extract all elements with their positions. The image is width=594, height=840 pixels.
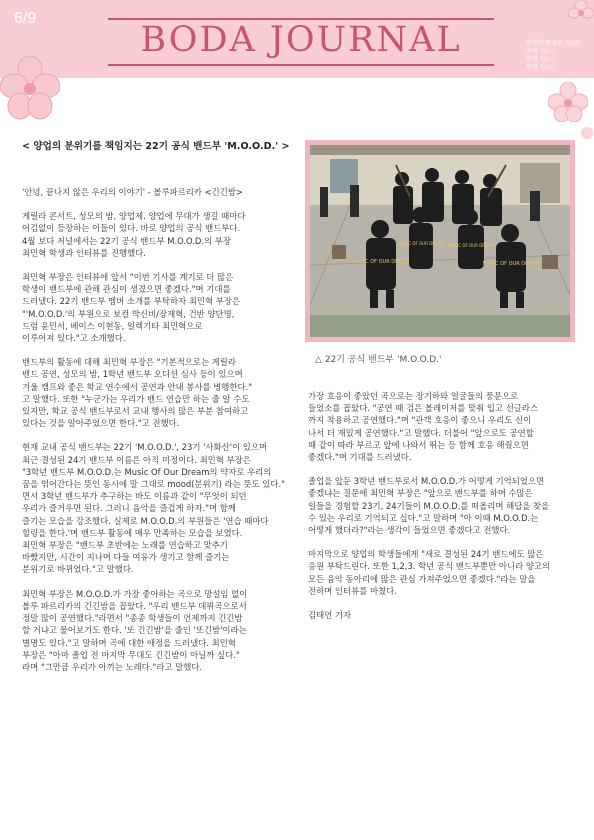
shirt-print: MUSIC OF OUR DREAM bbox=[482, 261, 540, 267]
masthead-line: 발행 김○○ bbox=[526, 56, 556, 63]
shirt-print: MUSIC OF OUR DREAM bbox=[448, 243, 494, 248]
paragraph: '안녕, 끝나지 않은 우리의 이야기' - 볼루파르리카 <긴긴밤> bbox=[22, 187, 243, 197]
cherry-blossom-icon bbox=[580, 126, 594, 140]
cherry-blossom-icon bbox=[0, 56, 60, 120]
shirt-print: MUSIC OF OUR DREAM bbox=[398, 241, 444, 246]
masthead-line: 주최 김○○ bbox=[526, 48, 556, 55]
masthead-line: 편집 김○○ bbox=[526, 64, 556, 71]
masthead-line: 발행인 편집인 김OO bbox=[526, 40, 580, 47]
masthead-credits bbox=[526, 40, 584, 72]
paragraph: 현재 교내 공식 밴드부는 22기 'M.O.O.D.', 23기 '사화산'이 있으며 최근 결성된 24기 밴드부 이름은 아직 미정이다. 최민혁 부장은 "3학년 밴드부 M.O.O.D.는 Music Of Our Dream의 약자로 우리의 꿈을 엮어간다는 뜻인 동시에 말 그대로 mood(분위기) 라는 뜻도 있다." 면서 3학년 밴드부가 추구하는 바도 이름과 같이 "무엇이 되던 우리가 즐거우면 된다. 그러니 음악을 즐겁게 하자."며 함께 즐기는 모습을 강조했다. 실제로 M.O.O.D.의 부원들은 '연습 때마다 힐링을 한다.'며 밴드부 활동에 매우 만족하는 모습을 보였다. 최민혁 부장은 "밴드부 초반에는 노래를 연습하고 맞추기 바빴지만, 시간이 지나며 다들 여유가 생기고 함께 즐기는 분위기로 바뀌었다."고 말했다. bbox=[22, 442, 285, 575]
paragraph: 최민혁 부장은 인터뷰에 앞서 "이번 기사를 계기로 더 많은 학생이 밴드부에 관해 관심이 생겼으면 좋겠다."며 기대를 드러냈다. 22기 밴드부 멤버 소개를 부탁하자 최민혁 부장은 "'M.O.O.D.'의 부원으로 보컬 박신비/장재혁, 건반 양단명, 드럼 윤민서, 베이스 이현동, 일렉기타 최민혁으로 이루어져 있다."고 소개했다. bbox=[22, 272, 241, 344]
paragraph: 최민혁 부장은 M.O.O.D.가 가장 좋아하는 곡으로 망설임 없이 볼루 파르리카의 긴긴밤을 꼽았다. "우리 밴드부 데뷔곡으로서 정말 많이 공연했다."라면서 "종종 학생들이 언제까지 긴긴밤 할 거냐고 물어보기도 한다. '또 긴긴밤'을 줄인 '또긴밤'이라는 별명도 있다."고 말하며 곡에 대한 애정을 드러냈다. 최민혁 부장은 "아마 졸업 전 마지막 무대도 긴긴밤이 아닐까 싶다." 라며 "그만큼 우리가 아끼는 노래다."라고 말했다. bbox=[22, 588, 248, 672]
photo-caption: △ 22기 공식 밴드부 'M.O.O.D.' bbox=[315, 355, 442, 365]
journal-header bbox=[0, 0, 594, 78]
band-photo-illustration bbox=[310, 145, 570, 337]
page-number: 6/9 bbox=[14, 10, 37, 27]
shirt-print: MUSIC OF OUR DREAM bbox=[352, 259, 410, 265]
cherry-blossom-icon bbox=[568, 0, 594, 24]
article-headline: < 양업의 분위기를 책임지는 22기 공식 밴드부 'M.O.O.D.' > bbox=[22, 141, 290, 152]
cherry-blossom-icon bbox=[548, 82, 588, 122]
paragraph: 마지막으로 양업의 학생들에게 "새로 결성된 24기 밴드에도 많은 응원 부탁드린다. 또한 1,2,3. 학년 공식 밴드부뿐만 아니라 양고의 모든 음악 동아리에 많은 관심 가져주었으면 좋겠다."라는 말을 전하며 인터뷰를 마쳤다. bbox=[308, 549, 551, 596]
right-column bbox=[308, 390, 574, 633]
paragraph: 밴드부의 활동에 대해 최민혁 부장은 "기본적으로는 게릴라 밴드 공연, 성모의 밤, 1학년 밴드부 오디션 심사 등이 있으며 겨울 캠프와 좋은 학교 연수에서 공연과 안내 봉사를 병행한다." 고 말했다. 또한 "누군가는 우리가 밴드 연습만 하는 줄 알 수도 있지만, 학교 공식 밴드부로서 교내 행사의 많은 부분 참여하고 있다는 것을 알아주었으면 한다."고 전했다. bbox=[22, 357, 253, 429]
band-photo bbox=[310, 145, 570, 337]
journal-title: BODA JOURNAL bbox=[140, 20, 462, 60]
paragraph: 게릴라 콘서트, 성모의 밤, 양업제. 양업에 무대가 생길 때마다 어김없이 등장하는 이들이 있다. 바로 양업의 공식 밴드부다. 4월 보다 저널에서는 22기 공식 밴드부 M.O.O.D.의 부장 최민혁 학생과 인터뷰를 진행했다. bbox=[22, 211, 246, 258]
left-column bbox=[22, 186, 294, 685]
reporter-byline: 김태언 기자 bbox=[308, 610, 352, 621]
paragraph: 졸업을 앞둔 3학년 밴드부로서 M.O.O.D.가 어떻게 기억되었으면 좋겠냐는 질문에 최민혁 부장은 "앞으로 밴드부를 하며 수많은 일들을 경험할 23기, 24기들이 M.O.O.D.를 떠올리며 해답을 찾을 수 있는 우리로 기억되고 싶다."고 말하며 "아 이때 M.O.O.D.는 어떻게 했더라?"라는 생각이 들었으면 좋겠다고 전했다. bbox=[308, 476, 550, 536]
paragraph: 가장 호응이 좋았던 곡으로는 장기하와 얼굴들의 풍문으로 들었소를 꼽았다. "공연 때 검은 볼레이저를 맞춰 입고 선글라스 까지 착용하고 공연했다."며 "관객 호응이 좋으니 우리도 신이 나서 더 재밌게 공연했다."고 말했다. 더불어 "앞으로도 공연할 때 같이 따라 부르고 앞에 나와서 뛰는 등 함께 호응 해줬으면 좋겠다."며 기대를 드러냈다. bbox=[308, 391, 539, 463]
